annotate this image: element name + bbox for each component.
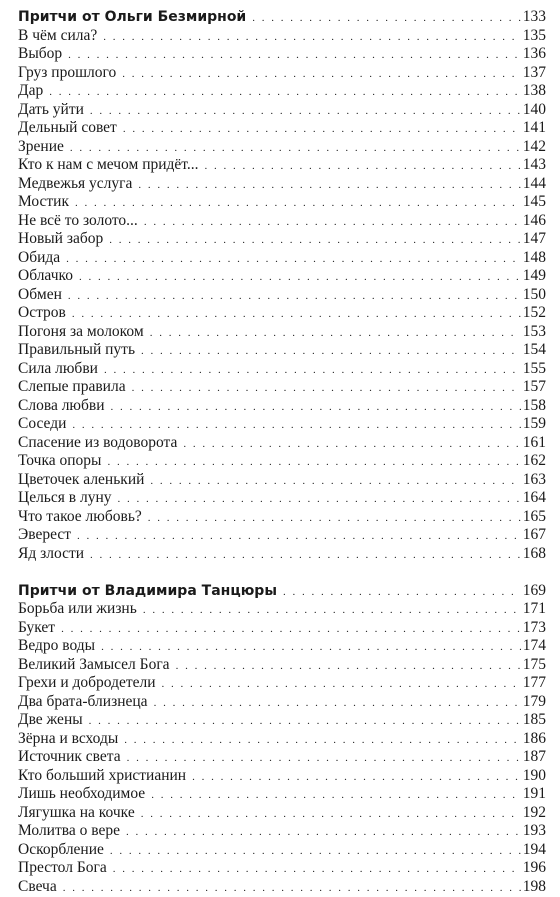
toc-entry[interactable] <box>18 471 546 490</box>
toc-section <box>18 582 546 897</box>
toc-entry[interactable] <box>18 600 546 619</box>
toc-entry-page-number: 153 <box>523 323 546 342</box>
dot-leader <box>110 841 521 861</box>
toc-entry[interactable] <box>18 27 546 46</box>
toc-entry-title: Оскорбление <box>18 841 104 860</box>
dot-leader <box>117 489 520 509</box>
toc-entry[interactable] <box>18 619 546 638</box>
toc-entry-title: Целься в луну <box>18 489 111 508</box>
toc-entry-title: Дар <box>18 82 43 101</box>
toc-entry[interactable] <box>18 489 546 508</box>
table-of-contents <box>18 8 546 896</box>
dot-leader <box>75 193 521 213</box>
dot-leader <box>103 27 521 47</box>
dot-leader <box>252 8 521 28</box>
toc-entry-page-number: 175 <box>523 656 546 675</box>
toc-entry-title: Лишь необходимое <box>18 785 145 804</box>
toc-entry[interactable] <box>18 249 546 268</box>
toc-entry-title: Новый забор <box>18 230 103 249</box>
toc-entry-page-number: 147 <box>523 230 546 249</box>
dot-leader <box>176 656 521 676</box>
toc-entry-page-number: 165 <box>523 508 546 527</box>
toc-entry[interactable] <box>18 101 546 120</box>
toc-entry-title: Престол Бога <box>18 859 107 878</box>
toc-entry-title: Два брата-близнеца <box>18 693 148 712</box>
toc-entry[interactable] <box>18 841 546 860</box>
toc-entry[interactable] <box>18 693 546 712</box>
toc-entry-page-number: 186 <box>523 730 546 749</box>
toc-entry-title: Мостик <box>18 193 69 212</box>
dot-leader <box>104 360 521 380</box>
toc-entry-page-number: 187 <box>523 748 546 767</box>
toc-entry-page-number: 198 <box>523 878 546 897</box>
dot-leader <box>109 230 521 250</box>
dot-leader <box>79 267 521 287</box>
toc-entry-page-number: 149 <box>523 267 546 286</box>
dot-leader <box>90 101 521 121</box>
dot-leader <box>70 138 521 158</box>
toc-entry-page-number: 190 <box>523 767 546 786</box>
toc-entry[interactable] <box>18 415 546 434</box>
dot-leader <box>143 600 521 620</box>
dot-leader <box>61 619 521 639</box>
toc-entry-page-number: 137 <box>523 64 546 83</box>
section-heading-page-number: 169 <box>523 582 546 601</box>
toc-entry-page-number: 173 <box>523 619 546 638</box>
dot-leader <box>148 508 521 528</box>
dot-leader <box>183 434 520 454</box>
toc-entry-title: Обида <box>18 249 60 268</box>
toc-entry-page-number: 143 <box>523 156 546 175</box>
toc-entry-page-number: 161 <box>523 434 546 453</box>
toc-entry[interactable] <box>18 656 546 675</box>
toc-entry[interactable] <box>18 767 546 786</box>
toc-entry-page-number: 140 <box>523 101 546 120</box>
toc-entry[interactable] <box>18 822 546 841</box>
toc-entry-page-number: 164 <box>523 489 546 508</box>
toc-entry-title: Точка опоры <box>18 452 101 471</box>
toc-entry[interactable] <box>18 804 546 823</box>
toc-entry-title: Слова любви <box>18 397 105 416</box>
section-heading[interactable] <box>18 8 546 27</box>
toc-entry-title: Зрение <box>18 138 64 157</box>
section-heading-page-number: 133 <box>523 8 546 27</box>
toc-entry-page-number: 145 <box>523 193 546 212</box>
toc-entry[interactable] <box>18 156 546 175</box>
dot-leader <box>205 156 521 176</box>
toc-entry-page-number: 168 <box>523 545 546 564</box>
dot-leader <box>101 637 521 657</box>
toc-entry-title: Яд злости <box>18 545 84 564</box>
toc-entry[interactable] <box>18 434 546 453</box>
toc-entry[interactable] <box>18 175 546 194</box>
toc-entry-title: Источник света <box>18 748 121 767</box>
dot-leader <box>107 452 520 472</box>
dot-leader <box>151 785 521 805</box>
toc-entry[interactable] <box>18 45 546 64</box>
toc-entry-title: Обмен <box>18 286 62 305</box>
dot-leader <box>126 822 521 842</box>
toc-entry-page-number: 146 <box>523 212 546 231</box>
toc-entry-title: Остров <box>18 304 66 323</box>
toc-entry[interactable] <box>18 378 546 397</box>
toc-entry-page-number: 179 <box>523 693 546 712</box>
toc-entry[interactable] <box>18 212 546 231</box>
toc-entry-title: Слепые правила <box>18 378 126 397</box>
toc-entry-page-number: 196 <box>523 859 546 878</box>
toc-entry-page-number: 150 <box>523 286 546 305</box>
toc-entry-title: Кто больший христианин <box>18 767 186 786</box>
dot-leader <box>66 249 521 269</box>
toc-entry-title: Дать уйти <box>18 101 84 120</box>
toc-entry-title: Две жены <box>18 711 83 730</box>
dot-leader <box>72 304 521 324</box>
toc-entry-title: Соседи <box>18 415 66 434</box>
toc-entry-title: Погоня за молоком <box>18 323 144 342</box>
dot-leader <box>124 730 520 750</box>
toc-entry-page-number: 193 <box>523 822 546 841</box>
toc-entry[interactable] <box>18 119 546 138</box>
toc-entry-title: Медвежья услуга <box>18 175 132 194</box>
dot-leader <box>89 711 521 731</box>
toc-entry-page-number: 154 <box>523 341 546 360</box>
toc-entry-page-number: 142 <box>523 138 546 157</box>
toc-entry-title: Груз прошлого <box>18 64 116 83</box>
toc-entry[interactable] <box>18 138 546 157</box>
toc-entry[interactable] <box>18 452 546 471</box>
toc-entry-page-number: 148 <box>523 249 546 268</box>
toc-entry-title: Выбор <box>18 45 62 64</box>
toc-entry-title: Спасение из водоворота <box>18 434 177 453</box>
toc-entry-title: Облачко <box>18 267 73 286</box>
toc-entry-title: Эверест <box>18 526 71 545</box>
toc-entry-page-number: 158 <box>523 397 546 416</box>
toc-entry-title: Не всё то золото... <box>18 212 138 231</box>
dot-leader <box>68 45 521 65</box>
toc-entry-page-number: 174 <box>523 637 546 656</box>
toc-entry[interactable] <box>18 526 546 545</box>
dot-leader <box>77 526 521 546</box>
toc-entry[interactable] <box>18 286 546 305</box>
toc-entry-title: Что такое любовь? <box>18 508 142 527</box>
toc-entry-title: Ведро воды <box>18 637 95 656</box>
toc-entry[interactable] <box>18 230 546 249</box>
toc-entry-title: Молитва о вере <box>18 822 120 841</box>
toc-entry-page-number: 141 <box>523 119 546 138</box>
toc-entry-page-number: 152 <box>523 304 546 323</box>
dot-leader <box>141 341 521 361</box>
dot-leader <box>63 878 521 897</box>
toc-entry-title: Великий Замысел Бога <box>18 656 170 675</box>
toc-entry-page-number: 185 <box>523 711 546 730</box>
dot-leader <box>144 212 521 232</box>
toc-entry[interactable] <box>18 323 546 342</box>
toc-entry[interactable] <box>18 545 546 564</box>
toc-entry-page-number: 138 <box>523 82 546 101</box>
dot-leader <box>150 471 520 491</box>
toc-entry-title: Дельный совет <box>18 119 117 138</box>
dot-leader <box>162 674 521 694</box>
toc-entry[interactable] <box>18 267 546 286</box>
toc-entry-page-number: 162 <box>523 452 546 471</box>
toc-entry-page-number: 159 <box>523 415 546 434</box>
toc-entry-page-number: 135 <box>523 27 546 46</box>
toc-entry-title: Цветочек аленький <box>18 471 144 490</box>
toc-entry-page-number: 155 <box>523 360 546 379</box>
dot-leader <box>138 175 520 195</box>
dot-leader <box>68 286 521 306</box>
dot-leader <box>111 397 521 417</box>
toc-entry-title: Правильный путь <box>18 341 135 360</box>
toc-entry[interactable] <box>18 82 546 101</box>
toc-entry-page-number: 163 <box>523 471 546 490</box>
dot-leader <box>283 582 521 602</box>
toc-entry[interactable] <box>18 304 546 323</box>
toc-section <box>18 8 546 563</box>
toc-entry[interactable] <box>18 785 546 804</box>
dot-leader <box>122 64 521 84</box>
toc-entry-page-number: 194 <box>523 841 546 860</box>
toc-entry-title: Лягушка на кочке <box>18 804 135 823</box>
dot-leader <box>123 119 521 139</box>
toc-entry-title: Зёрна и всходы <box>18 730 118 749</box>
section-heading-title: Притчи от Ольги Безмирной <box>18 8 246 27</box>
toc-entry-title: Букет <box>18 619 55 638</box>
toc-entry[interactable] <box>18 508 546 527</box>
toc-entry-page-number: 177 <box>523 674 546 693</box>
toc-entry-title: Сила любви <box>18 360 98 379</box>
toc-entry-title: В чём сила? <box>18 27 97 46</box>
toc-entry[interactable] <box>18 730 546 749</box>
toc-entry[interactable] <box>18 397 546 416</box>
toc-entry-title: Кто к нам с мечом придёт... <box>18 156 199 175</box>
dot-leader <box>192 767 521 787</box>
dot-leader <box>150 323 521 343</box>
toc-entry[interactable] <box>18 193 546 212</box>
dot-leader <box>132 378 521 398</box>
toc-entry-page-number: 191 <box>523 785 546 804</box>
toc-entry-page-number: 157 <box>523 378 546 397</box>
dot-leader <box>90 545 521 565</box>
dot-leader <box>72 415 520 435</box>
toc-entry-page-number: 144 <box>523 175 546 194</box>
dot-leader <box>113 859 521 879</box>
toc-entry[interactable] <box>18 64 546 83</box>
dot-leader <box>141 804 521 824</box>
toc-entry[interactable] <box>18 859 546 878</box>
toc-entry[interactable] <box>18 674 546 693</box>
toc-entry[interactable] <box>18 341 546 360</box>
section-heading-title: Притчи от Владимира Танцюры <box>18 582 277 601</box>
section-heading[interactable] <box>18 582 546 601</box>
dot-leader <box>154 693 521 713</box>
dot-leader <box>49 82 521 102</box>
dot-leader <box>127 748 521 768</box>
toc-entry-title: Борьба или жизнь <box>18 600 137 619</box>
toc-entry-title: Свеча <box>18 878 57 897</box>
toc-entry[interactable] <box>18 878 546 897</box>
toc-entry[interactable] <box>18 637 546 656</box>
toc-entry[interactable] <box>18 360 546 379</box>
toc-entry-title: Грехи и добродетели <box>18 674 156 693</box>
toc-entry-page-number: 167 <box>523 526 546 545</box>
toc-entry-page-number: 171 <box>523 600 546 619</box>
toc-entry-page-number: 192 <box>523 804 546 823</box>
toc-entry[interactable] <box>18 711 546 730</box>
toc-entry[interactable] <box>18 748 546 767</box>
toc-entry-page-number: 136 <box>523 45 546 64</box>
